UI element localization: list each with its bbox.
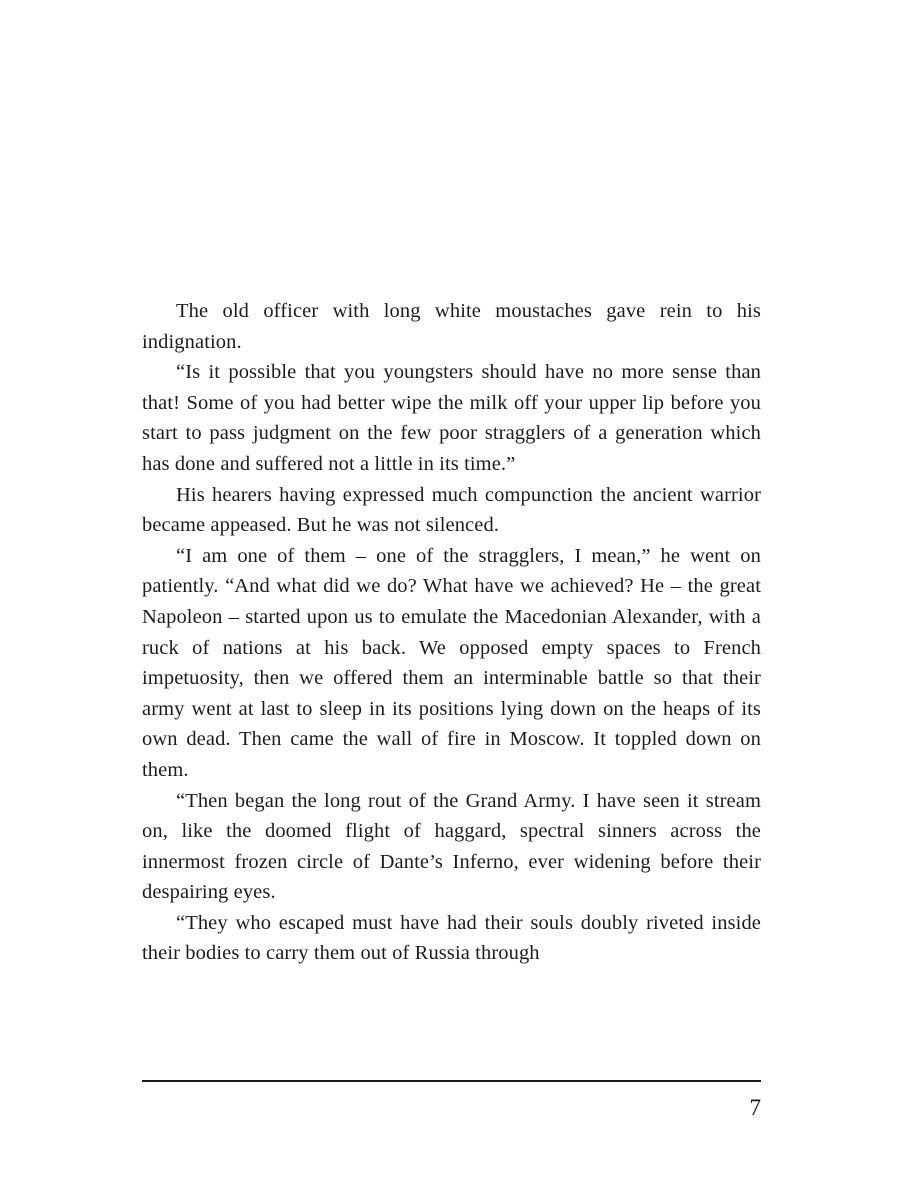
paragraph: “Then began the long rout of the Grand Army. I have seen it stream on, like the doomed flight of haggard, spectral sinners across the innermost frozen circle of Dante’s Inferno, ever widening before their despairing eyes. (142, 789, 761, 904)
page-number: 7 (749, 1095, 761, 1120)
paragraph: His hearers having expressed much compunction the ancient warrior became appeased. But he was not silenced. (142, 483, 761, 537)
paragraph: “They who escaped must have had their souls doubly riveted inside their bodies to carry them out of Russia through (142, 911, 761, 965)
footer-rule (142, 1080, 761, 1082)
paragraph: “Is it possible that you youngsters should have no more sense than that! Some of you had better wipe the milk off your upper lip before you start to pass judgment on the few poor stragglers of a generation which has done and suffered not a little in its time.” (142, 361, 761, 475)
body-text (142, 296, 761, 969)
paragraph: The old officer with long white moustaches gave rein to his indignation. (142, 300, 761, 353)
paragraph: “I am one of them – one of the stragglers, I mean,” he went on patiently. “And what did we do? What have we achieved? He – the great Napoleon – started upon us to emulate the Macedonian Alexander, with a ruck of nations at his back. We opposed empty spaces to French impetuosity, then we offered them an interminable battle so that their army went at last to sleep in its positions lying down on the heaps of its own dead. Then came the wall of fire in Moscow. It toppled down on them. (142, 544, 761, 781)
